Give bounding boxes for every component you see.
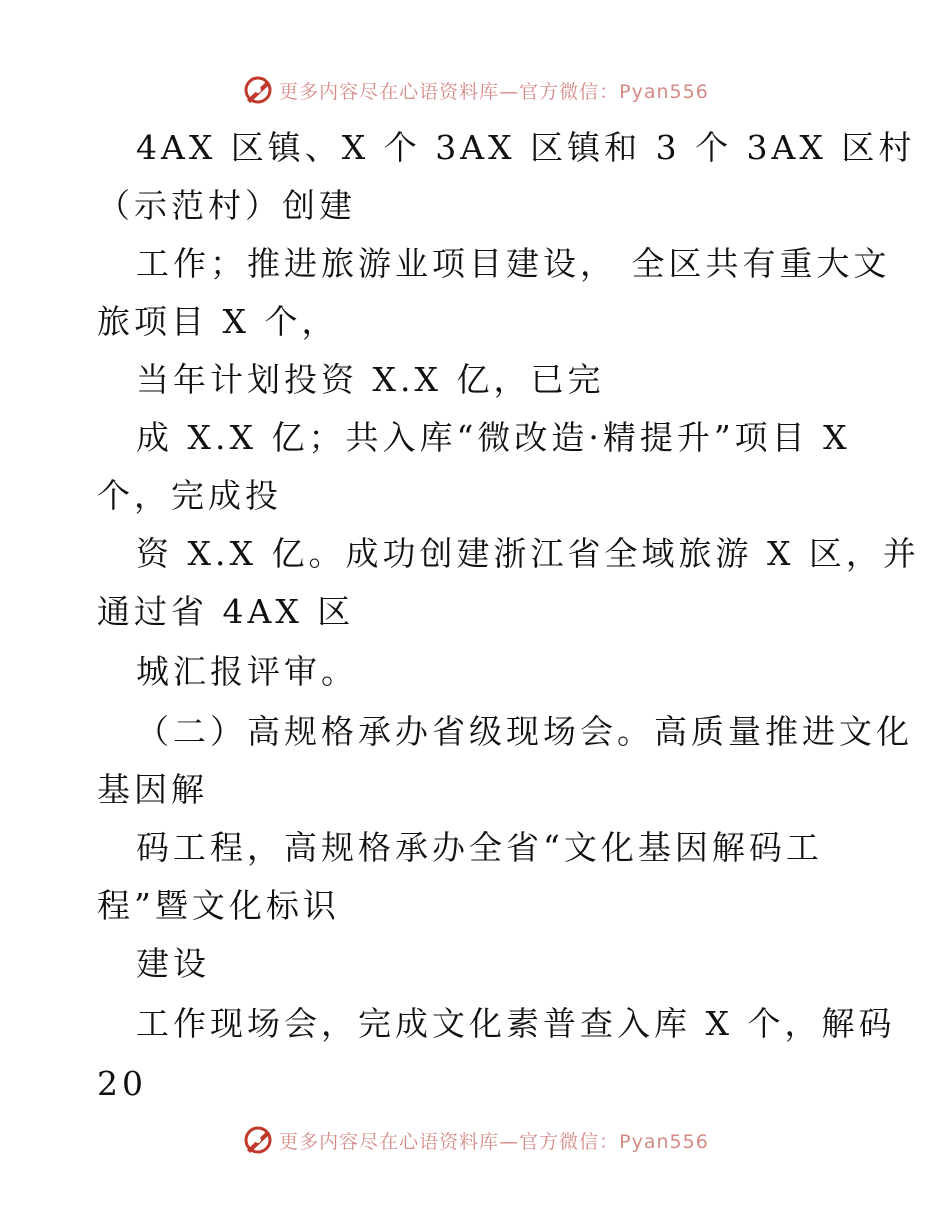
paragraph-line: 码工程，高规格承办全省“文化基因解码工 <box>136 828 823 867</box>
paragraph-line: 工作现场会，完成文化素普查入库 X 个，解码 <box>136 1004 896 1043</box>
paragraph-line: 成 X.X 亿；共入库“微改造·精提升”项目 X <box>136 418 851 457</box>
paragraph-line: 旅项目 X 个， <box>97 302 339 341</box>
paragraph-line: 程”暨文化标识 <box>97 886 340 925</box>
paragraph-line: 建设 <box>136 944 210 983</box>
paragraph-line: （示范村）创建 <box>97 186 356 225</box>
paragraph-line: 工作；推进旅游业项目建设， 全区共有重大文 <box>136 244 891 283</box>
paragraph-line: 20 <box>97 1064 147 1103</box>
header-watermark <box>0 70 950 110</box>
paragraph-line: 4AX 区镇、X 个 3AX 区镇和 3 个 3AX 区村 <box>136 128 916 167</box>
paragraph-line: 通过省 4AX 区 <box>97 592 355 631</box>
pen-circle-logo-icon <box>241 73 275 107</box>
watermark-text: 更多内容尽在心语资料库—官方微信：Pyan556 <box>279 80 709 103</box>
paragraph-line: 资 X.X 亿。成功创建浙江省全域旅游 X 区，并 <box>136 534 920 573</box>
section-heading-line: （二）高规格承办省级现场会。高质量推进文化 <box>136 712 913 751</box>
watermark-text: 更多内容尽在心语资料库—官方微信：Pyan556 <box>279 1130 709 1153</box>
pen-circle-logo-icon <box>241 1123 275 1157</box>
footer-watermark <box>0 1120 950 1160</box>
paragraph-line: 当年计划投资 X.X 亿，已完 <box>136 360 605 399</box>
paragraph-line: 个，完成投 <box>97 476 282 515</box>
paragraph-line: 基因解 <box>97 770 208 809</box>
paragraph-line: 城汇报评审。 <box>136 652 358 691</box>
